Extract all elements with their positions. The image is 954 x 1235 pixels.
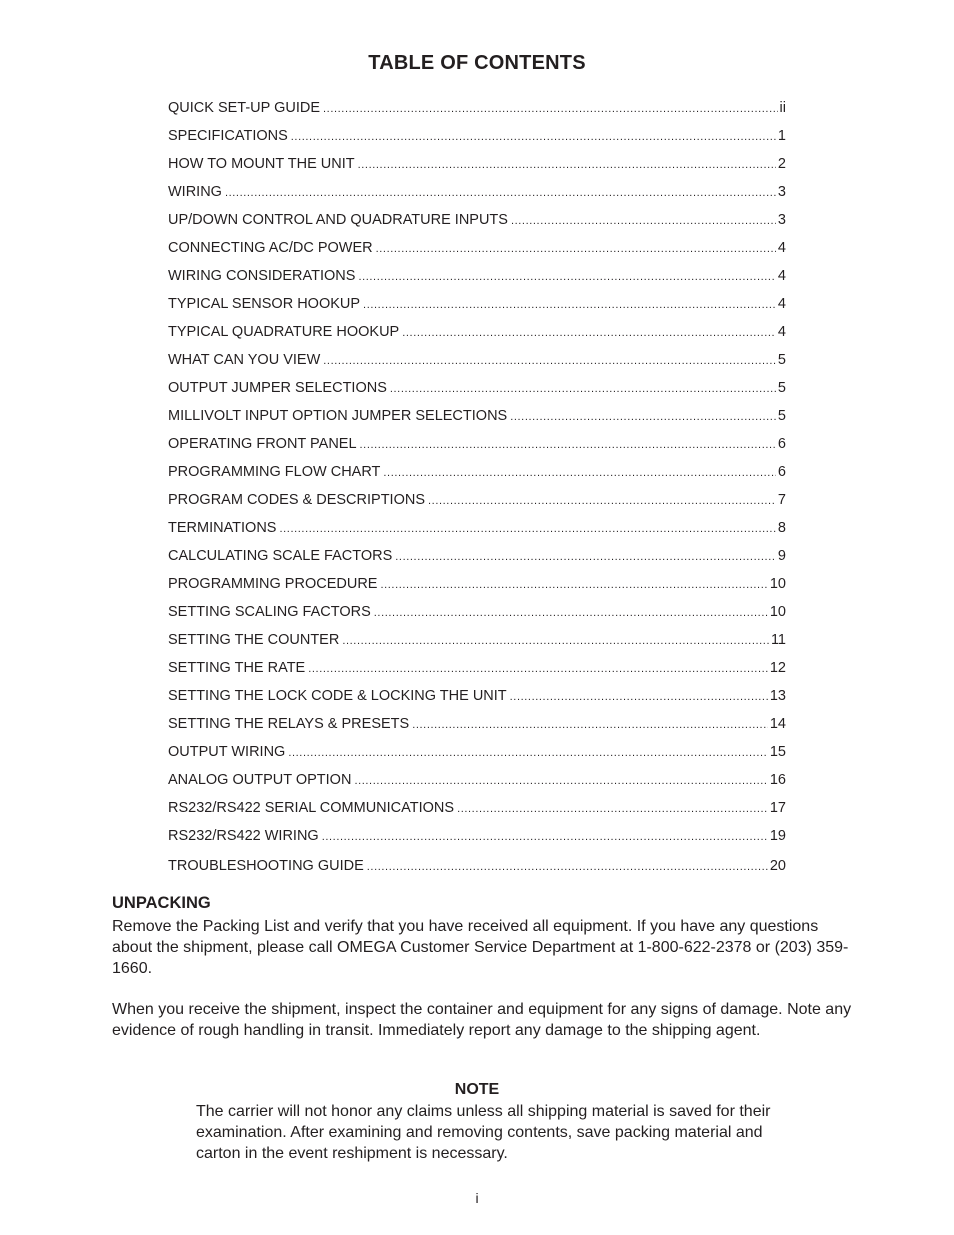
note-body: The carrier will not honor any claims unless all shipping material is saved for their examination. After examining and removing contents, save packing material and carton in the event reshipment is necessary. [196, 1103, 771, 1162]
unpacking-paragraph-2: When you receive the shipment, inspect the container and equipment for any signs of damage. Note any evidence of rough handling in transit. Immediately report any damage to the shipping agent. [112, 1001, 852, 1039]
toc-dot-leader [291, 126, 776, 148]
toc-list [168, 97, 786, 885]
toc-entry-label: SPECIFICATIONS [168, 128, 288, 144]
toc-entry-label: CONNECTING AC/DC POWER [168, 240, 373, 256]
toc-entry [168, 349, 786, 377]
toc-entry-label: PROGRAMMING PROCEDURE [168, 576, 378, 592]
toc-entry [168, 461, 786, 489]
toc-entry [168, 545, 786, 573]
toc-dot-leader [374, 602, 768, 624]
toc-entry [168, 321, 786, 349]
toc-entry [168, 125, 786, 153]
toc-dot-leader [358, 154, 776, 176]
toc-entry-page: 6 [777, 436, 786, 452]
toc-entry [168, 405, 786, 433]
toc-entry [168, 489, 786, 517]
toc-entry-page: 3 [777, 184, 786, 200]
toc-entry-page: 19 [769, 828, 786, 844]
toc-dot-leader [457, 798, 768, 820]
toc-entry-page: 13 [769, 688, 786, 704]
toc-entry [168, 685, 786, 713]
toc-entry [168, 629, 786, 657]
toc-entry [168, 181, 786, 209]
toc-entry [168, 293, 786, 321]
toc-dot-leader [342, 630, 769, 652]
toc-entry-label: OPERATING FRONT PANEL [168, 436, 357, 452]
toc-entry-page: 9 [777, 548, 786, 564]
toc-entry-label: ANALOG OUTPUT OPTION [168, 772, 352, 788]
toc-title: TABLE OF CONTENTS [368, 52, 586, 74]
page-number: i [475, 1190, 479, 1206]
toc-entry-page: 5 [777, 352, 786, 368]
toc-entry-label: UP/DOWN CONTROL AND QUADRATURE INPUTS [168, 212, 508, 228]
toc-dot-leader [390, 378, 776, 400]
toc-entry-label: TROUBLESHOOTING GUIDE [168, 858, 364, 874]
toc-dot-leader [363, 294, 776, 316]
toc-entry-page: 12 [769, 660, 786, 676]
toc-entry [168, 433, 786, 461]
toc-entry-page: 8 [777, 520, 786, 536]
toc-dot-leader [383, 462, 776, 484]
toc-entry [168, 265, 786, 293]
toc-entry-page: 5 [777, 408, 786, 424]
toc-entry-page: 7 [777, 492, 786, 508]
toc-entry-label: TERMINATIONS [168, 520, 277, 536]
toc-entry-page: 5 [777, 380, 786, 396]
toc-entry-label: OUTPUT WIRING [168, 744, 286, 760]
toc-entry [168, 797, 786, 825]
toc-entry [168, 97, 786, 125]
toc-entry-label: SETTING THE LOCK CODE & LOCKING THE UNIT [168, 688, 507, 704]
toc-entry-page: 2 [777, 156, 786, 172]
toc-entry [168, 517, 786, 545]
toc-entry-page: 4 [777, 324, 786, 340]
toc-entry [168, 377, 786, 405]
toc-entry-page: 17 [769, 800, 786, 816]
toc-entry-label: WIRING [168, 184, 222, 200]
toc-entry-page: 16 [769, 772, 786, 788]
toc-dot-leader [323, 350, 776, 372]
toc-dot-leader [376, 238, 776, 260]
toc-entry [168, 153, 786, 181]
toc-dot-leader [279, 518, 775, 540]
toc-dot-leader [358, 266, 775, 288]
toc-entry-page: 3 [777, 212, 786, 228]
toc-dot-leader [428, 490, 776, 512]
toc-entry-label: TYPICAL SENSOR HOOKUP [168, 296, 361, 312]
toc-dot-leader [360, 434, 776, 456]
toc-entry-label: SETTING THE RELAYS & PRESETS [168, 716, 410, 732]
toc-dot-leader [322, 826, 768, 848]
toc-entry-label: PROGRAMMING FLOW CHART [168, 464, 381, 480]
toc-dot-leader [402, 322, 776, 344]
toc-entry-label: CALCULATING SCALE FACTORS [168, 548, 393, 564]
toc-entry-label: SETTING THE COUNTER [168, 632, 340, 648]
toc-entry-page: 10 [769, 576, 786, 592]
toc-entry-label: OUTPUT JUMPER SELECTIONS [168, 380, 387, 396]
toc-entry-page: 15 [769, 744, 786, 760]
toc-entry-label: MILLIVOLT INPUT OPTION JUMPER SELECTIONS [168, 408, 508, 424]
toc-entry-page: 11 [770, 632, 786, 648]
toc-dot-leader [511, 210, 776, 232]
toc-entry [168, 209, 786, 237]
toc-entry-page: 14 [769, 716, 786, 732]
toc-dot-leader [323, 98, 778, 120]
toc-entry [168, 237, 786, 265]
toc-entry [168, 853, 786, 885]
toc-dot-leader [354, 770, 767, 792]
toc-entry-label: RS232/RS422 SERIAL COMMUNICATIONS [168, 800, 455, 816]
toc-entry-page: ii [779, 100, 786, 116]
toc-entry-page: 4 [777, 240, 786, 256]
unpacking-paragraph-1: Remove the Packing List and verify that you have received all equipment. If you have any questions about the shipment, please call OMEGA Customer Service Department at 1-800-622-2378 or (203) 359-1660. [112, 918, 849, 977]
toc-dot-leader [510, 406, 776, 428]
toc-entry-label: PROGRAM CODES & DESCRIPTIONS [168, 492, 426, 508]
toc-dot-leader [510, 686, 768, 708]
toc-entry-label: QUICK SET-UP GUIDE [168, 100, 321, 116]
toc-entry [168, 713, 786, 741]
unpacking-heading: UNPACKING [112, 894, 211, 912]
toc-entry [168, 573, 786, 601]
toc-entry-label: TYPICAL QUADRATURE HOOKUP [168, 324, 400, 340]
toc-dot-leader [395, 546, 776, 568]
toc-entry-label: WIRING CONSIDERATIONS [168, 268, 356, 284]
toc-dot-leader [380, 574, 767, 596]
toc-entry-label: SETTING THE RATE [168, 660, 306, 676]
toc-entry [168, 769, 786, 797]
toc-entry-label: SETTING SCALING FACTORS [168, 604, 371, 620]
toc-entry-page: 10 [769, 604, 786, 620]
toc-entry-label: WHAT CAN YOU VIEW [168, 352, 321, 368]
toc-entry-page: 1 [777, 128, 786, 144]
note-title: NOTE [454, 1081, 500, 1098]
toc-dot-leader [308, 658, 768, 680]
toc-dot-leader [225, 182, 776, 204]
toc-entry-page: 4 [777, 296, 786, 312]
toc-dot-leader [412, 714, 768, 736]
toc-entry-page: 6 [777, 464, 786, 480]
toc-entry-page: 4 [777, 268, 786, 284]
toc-dot-leader [288, 742, 768, 764]
toc-dot-leader [367, 856, 768, 878]
toc-entry-page: 20 [769, 858, 786, 874]
toc-entry-label: HOW TO MOUNT THE UNIT [168, 156, 355, 172]
toc-entry [168, 601, 786, 629]
toc-entry [168, 825, 786, 853]
toc-entry [168, 657, 786, 685]
toc-entry-label: RS232/RS422 WIRING [168, 828, 319, 844]
toc-entry [168, 741, 786, 769]
